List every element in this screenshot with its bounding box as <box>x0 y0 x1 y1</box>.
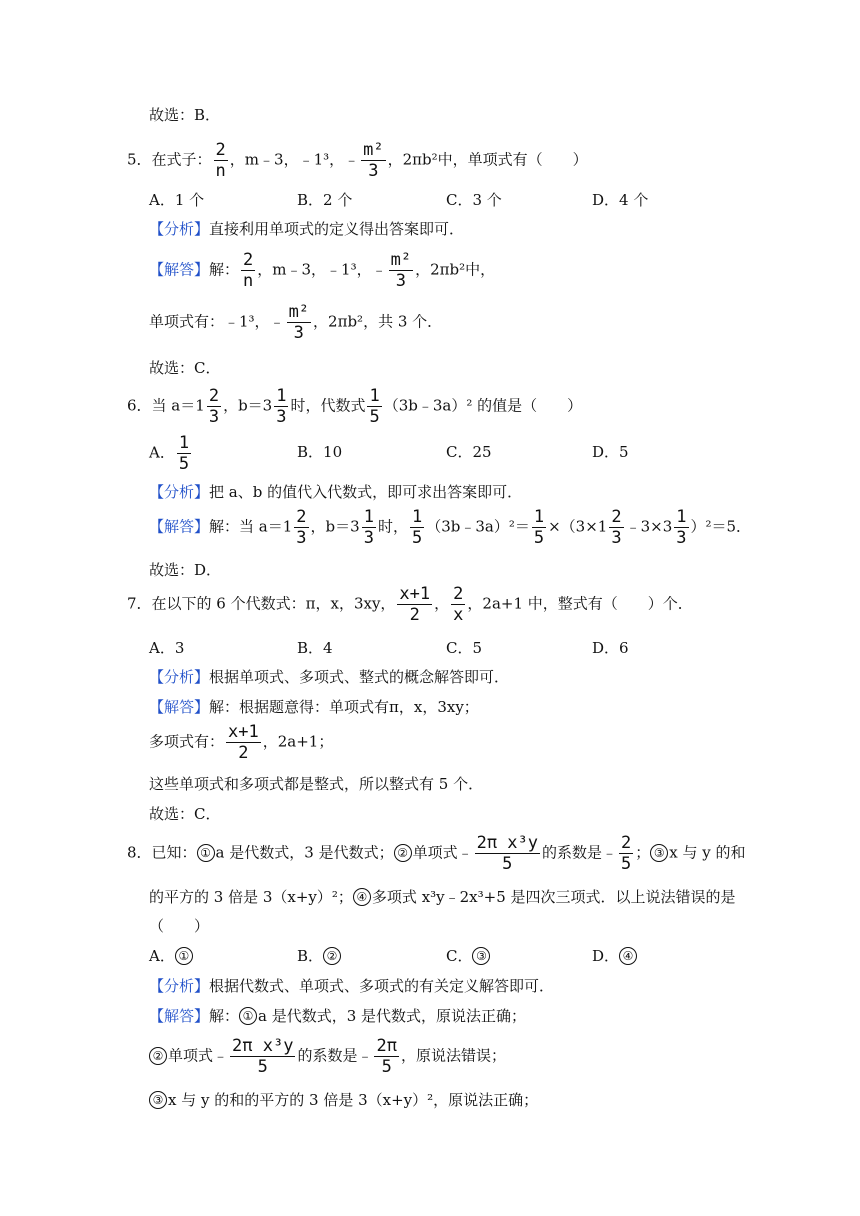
q5-answer-post: ，2πb²中， <box>415 260 496 279</box>
q6-option-b: B．10 <box>297 443 343 461</box>
question-8-stem-line3: （ ） <box>149 917 210 935</box>
fraction-1-over-5: $\frac{1}{5}$ <box>411 507 423 548</box>
circle-1-icon: ① <box>197 844 215 862</box>
fraction-1-over-3: $\frac{1}{3}$ <box>363 507 374 548</box>
q6-stem-b: ，b＝3 <box>223 396 273 415</box>
fraction-2-over-n: $\frac{2}{n}$ <box>215 140 226 181</box>
q8-answer: 【解答】解： ① a 是代数式，3 是代数式，原说法正确； <box>149 1007 527 1025</box>
q5-answer <box>149 250 860 291</box>
q7-polynomials: 多项式有： $\frac{x+1}{2}$ ，2a+1； <box>149 722 334 763</box>
fraction-m2-over-3: $\frac{\text{m²}}{3}$ <box>390 250 412 291</box>
q6-answer: 【解答】解：当 a＝1 $\frac{2}{3}$ ，b＝3 $\frac{1}{3}$ 时， $\frac{1}{5}$ （3b﹣3a）²＝ $\frac{1}{5}$ ×（3×1 $\frac{2}{3}$ ﹣3×3 $\frac{1}{3}$ ）²＝5． <box>149 507 752 548</box>
q5-list <box>149 302 860 343</box>
circle-2-icon: ② <box>323 947 341 965</box>
q5-choose: 故选：C． <box>149 359 221 377</box>
circle-1-icon: ① <box>175 947 193 965</box>
q6-stem-a: 6．当 a＝1 <box>127 396 205 415</box>
q5-option-d: D．4 个 <box>592 191 649 209</box>
q8-answer-2: ② 单项式﹣ $\frac{\text{2π x³y}}{5}$ 的系数是﹣ $\frac{2\pi}{5}$ ，原说法错误； <box>149 1036 860 1077</box>
circle-3-icon: ③ <box>472 947 490 965</box>
q5-list-post: ，2πb²，共 3 个． <box>313 312 443 331</box>
q6-choose: 故选：D． <box>149 561 222 579</box>
q8-option-b: B． ② <box>297 945 342 966</box>
fraction-2-over-3: $\frac{2}{3}$ <box>296 507 307 548</box>
q7-analysis: 【分析】根据单项式、多项式、整式的概念解答即可． <box>149 668 510 686</box>
q7-option-c: C．5 <box>446 639 483 657</box>
q5-answer-mid: ，m﹣3，﹣1³，﹣ <box>257 260 387 279</box>
circle-2-icon: ② <box>394 844 412 862</box>
q6-option-a: A． $\frac{1}{5}$ <box>149 433 190 474</box>
fraction-2-over-x: $\frac{2}{x}$ <box>453 584 464 625</box>
analysis-tag: 【分析】 <box>149 483 210 501</box>
answer-tag: 【解答】 <box>149 260 210 279</box>
fraction-1-over-5: $\frac{1}{5}$ <box>369 386 380 427</box>
fraction-m2-over-3: $\frac{\text{m²}}{3}$ <box>363 140 384 181</box>
q7-summary: 这些单项式和多项式都是整式，所以整式有 5 个． <box>149 775 484 793</box>
answer-tag: 【解答】 <box>149 1007 210 1025</box>
question-8-stem-line1: 8．已知： ① a 是代数式，3 是代数式； ② 单项式﹣ $\frac{\text{2π x³y}}{5}$ 的系数是﹣ $\frac{2}{5}$ ； ③ x 与 y 的和 <box>127 833 746 874</box>
fraction-1-over-5: $\frac{1}{5}$ <box>533 507 545 548</box>
circle-3-icon: ③ <box>650 844 668 862</box>
q7-option-d: D．6 <box>592 639 629 657</box>
fraction-2pi-over-5: $\frac{2\pi}{5}$ <box>376 1036 397 1077</box>
q8-option-c: C． ③ <box>446 945 491 966</box>
q5-option-b: B．2 个 <box>297 191 353 209</box>
q6-analysis <box>149 481 860 502</box>
fraction-1-over-5: $\frac{1}{5}$ <box>178 433 190 474</box>
q5-stem-post: ，2πb²中，单项式有（ ） <box>387 150 588 169</box>
question-5-stem <box>127 140 860 181</box>
q5-option-c: C．3 个 <box>446 191 502 209</box>
q7-choose: 故选：C． <box>149 805 221 823</box>
q5-analysis <box>149 218 860 239</box>
question-6-stem <box>127 386 860 427</box>
fraction-x-plus-1-over-2: $\frac{x+1}{2}$ <box>399 584 431 625</box>
question-8-stem-line2: 的平方的 3 倍是 3（x+y）²； ④ 多项式 x³y﹣2x³+5 是四次三项式．以上说法错误的是 <box>149 888 736 906</box>
q5-option-a: A．1 个 <box>149 191 205 209</box>
q6-option-d: D．5 <box>592 443 629 461</box>
q6-option-c: C．25 <box>446 443 492 461</box>
answer-tag: 【解答】 <box>149 698 210 716</box>
fraction-1-over-3: $\frac{1}{3}$ <box>676 507 687 548</box>
q7-answer: 【解答】解：根据题意得：单项式有π，x，3xy； <box>149 698 479 716</box>
analysis-tag: 【分析】 <box>149 220 210 238</box>
question-7-stem: 7．在以下的 6 个代数式：π，x，3xy， $\frac{x+1}{2}$ ， $\frac{2}{x}$ ，2a+1 中，整式有（ ）个． <box>127 584 693 625</box>
fraction-2pi-x3y-over-5: $\frac{\text{2π x³y}}{5}$ <box>232 1036 294 1077</box>
fraction-2-over-n: $\frac{2}{n}$ <box>243 250 254 291</box>
analysis-tag: 【分析】 <box>149 977 210 995</box>
q6-stem-c: 时，代数式 <box>290 396 366 415</box>
q8-option-d: D． ④ <box>592 945 638 966</box>
fraction-2-over-3: $\frac{2}{3}$ <box>208 386 220 427</box>
answer-tag: 【解答】 <box>149 517 210 536</box>
q5-analysis-text: 直接利用单项式的定义得出答案即可． <box>209 220 465 238</box>
circle-1-icon: ① <box>239 1007 257 1025</box>
fraction-2-over-5: $\frac{2}{5}$ <box>621 833 632 874</box>
q7-option-b: B．4 <box>297 639 333 657</box>
fraction-m2-over-3: $\frac{\text{m²}}{3}$ <box>288 302 310 343</box>
circle-4-icon: ④ <box>353 888 371 906</box>
q6-stem-d: （3b﹣3a）² 的值是（ ） <box>383 396 583 415</box>
circle-4-icon: ④ <box>619 947 637 965</box>
fraction-2pi-x3y-over-5: $\frac{\text{2π x³y}}{5}$ <box>476 833 539 874</box>
analysis-tag: 【分析】 <box>149 668 210 686</box>
fraction-x-plus-1-over-2: $\frac{x+1}{2}$ <box>228 722 259 763</box>
previous-answer-choice: 故选：B． <box>149 106 221 124</box>
q7-option-a: A．3 <box>149 639 185 657</box>
q6-analysis-text: 把 a、b 的值代入代数式，即可求出答案即可． <box>209 483 523 501</box>
q8-option-a: A． ① <box>149 945 194 966</box>
q8-answer-3: ③ x 与 y 的和的平方的 3 倍是 3（x+y）²，原说法正确； <box>149 1089 860 1110</box>
q5-list-pre: 单项式有：﹣1³，﹣ <box>149 312 285 331</box>
q5-stem-mid: ，m﹣3，﹣1³，﹣ <box>229 150 360 169</box>
circle-2-icon: ② <box>149 1047 167 1065</box>
circle-3-icon: ③ <box>149 1091 167 1109</box>
q8-analysis: 【分析】根据代数式、单项式、多项式的有关定义解答即可． <box>149 977 555 995</box>
fraction-2-over-3: $\frac{2}{3}$ <box>611 507 622 548</box>
q5-stem-pre: 5．在式子： <box>127 150 212 169</box>
q5-answer-pre: 解： <box>209 260 240 279</box>
fraction-1-over-3: $\frac{1}{3}$ <box>276 386 287 427</box>
